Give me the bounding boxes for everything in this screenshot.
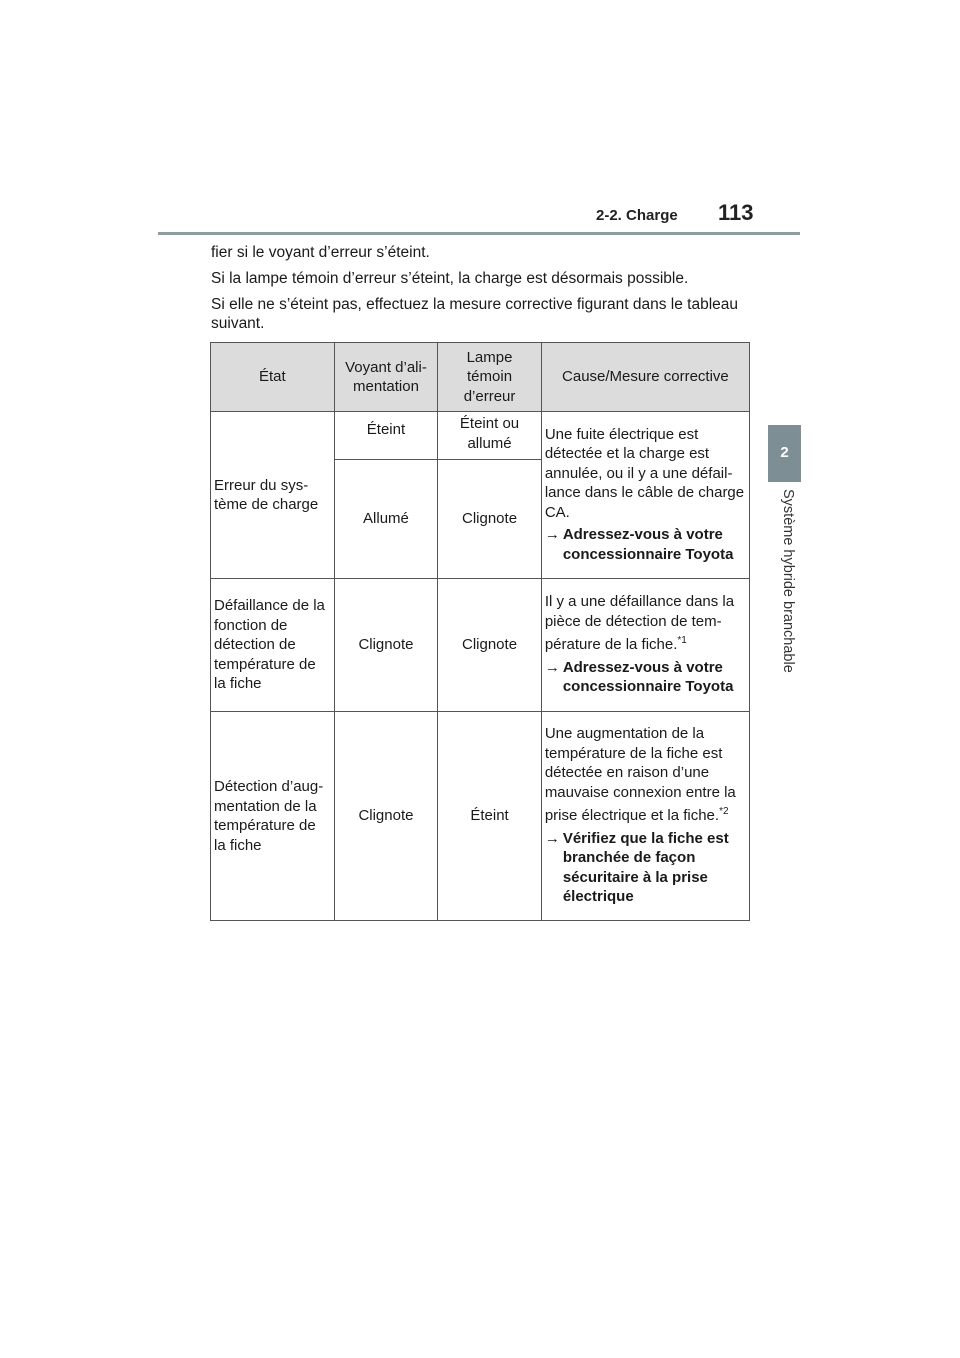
- indicator-cell: Allumé: [334, 460, 438, 579]
- paragraph-1: fier si le voyant d’erreur s’éteint.: [211, 244, 430, 261]
- indicator-cell: Clignote: [334, 712, 438, 921]
- indicator-cell: Clignote: [334, 579, 438, 712]
- state-cell: Défaillance de la fonction de détection de température de la fiche: [211, 579, 335, 712]
- header-state: État: [211, 343, 335, 412]
- table-row: [211, 412, 750, 460]
- state-cell: Détection d’aug-mentation de la température de la fiche: [211, 712, 335, 921]
- chapter-number: 2: [780, 444, 789, 461]
- cause-text: Une fuite électrique est détectée et la charge est annulée, ou il y a une défail-lance dans le câble de charge CA.: [544, 425, 745, 521]
- error-lamp-cell: Éteint ou allumé: [438, 412, 542, 460]
- cause-body: Une augmentation de la température de la fiche est détectée en raison d’une mauvaise connexion entre la prise électrique et la fiche.: [544, 725, 736, 825]
- cause-cell: [541, 579, 749, 712]
- header-power-indicator: Voyant d’ali-mentation: [334, 343, 438, 412]
- chapter-tab: [768, 425, 801, 482]
- action-text: Adressez-vous à votre concessionnaire Toyota: [562, 658, 734, 696]
- arrow-icon: →: [544, 526, 560, 544]
- footnote-marker: *2: [719, 806, 729, 818]
- action-text: Vérifiez que la fiche est branchée de façon sécuritaire à la prise électrique: [562, 829, 729, 906]
- arrow-icon: →: [544, 829, 560, 847]
- action-line: [545, 525, 746, 564]
- footnote-marker: *1: [677, 635, 687, 647]
- page-number: 113: [718, 200, 754, 225]
- status-table: [210, 342, 750, 921]
- chapter-label: Système hybride branchable: [780, 489, 796, 673]
- error-lamp-cell: Clignote: [438, 579, 542, 712]
- table-header-row: [211, 343, 750, 412]
- header-divider: [158, 232, 800, 235]
- paragraph-3: Si elle ne s’éteint pas, effectuez la mesure corrective figurant dans le tableau suivant.: [211, 296, 739, 332]
- action-text: Adressez-vous à votre concessionnaire Toyota: [562, 526, 734, 563]
- arrow-icon: →: [544, 658, 560, 676]
- state-cell: Erreur du sys-tème de charge: [211, 412, 335, 579]
- table-row: [211, 712, 750, 921]
- section-title: 2-2. Charge: [596, 207, 678, 224]
- header-error-lamp: Lampe témoin d’erreur: [438, 343, 542, 412]
- error-lamp-cell: Éteint: [438, 712, 542, 921]
- paragraph-2: Si la lampe témoin d’erreur s’éteint, la charge est désormais possible.: [211, 270, 689, 287]
- cause-text: [545, 724, 746, 826]
- cause-cell: [541, 712, 749, 921]
- table-row: [211, 579, 750, 712]
- indicator-cell: Éteint: [334, 412, 438, 460]
- cause-text: [545, 592, 746, 655]
- header-cause: Cause/Mesure corrective: [541, 343, 749, 412]
- error-lamp-cell: Clignote: [438, 460, 542, 579]
- action-line: [545, 829, 746, 907]
- action-line: [545, 658, 746, 697]
- cause-body: Il y a une défaillance dans la pièce de détection de tem-pérature de la fiche.: [544, 593, 735, 654]
- cause-cell: [541, 412, 749, 579]
